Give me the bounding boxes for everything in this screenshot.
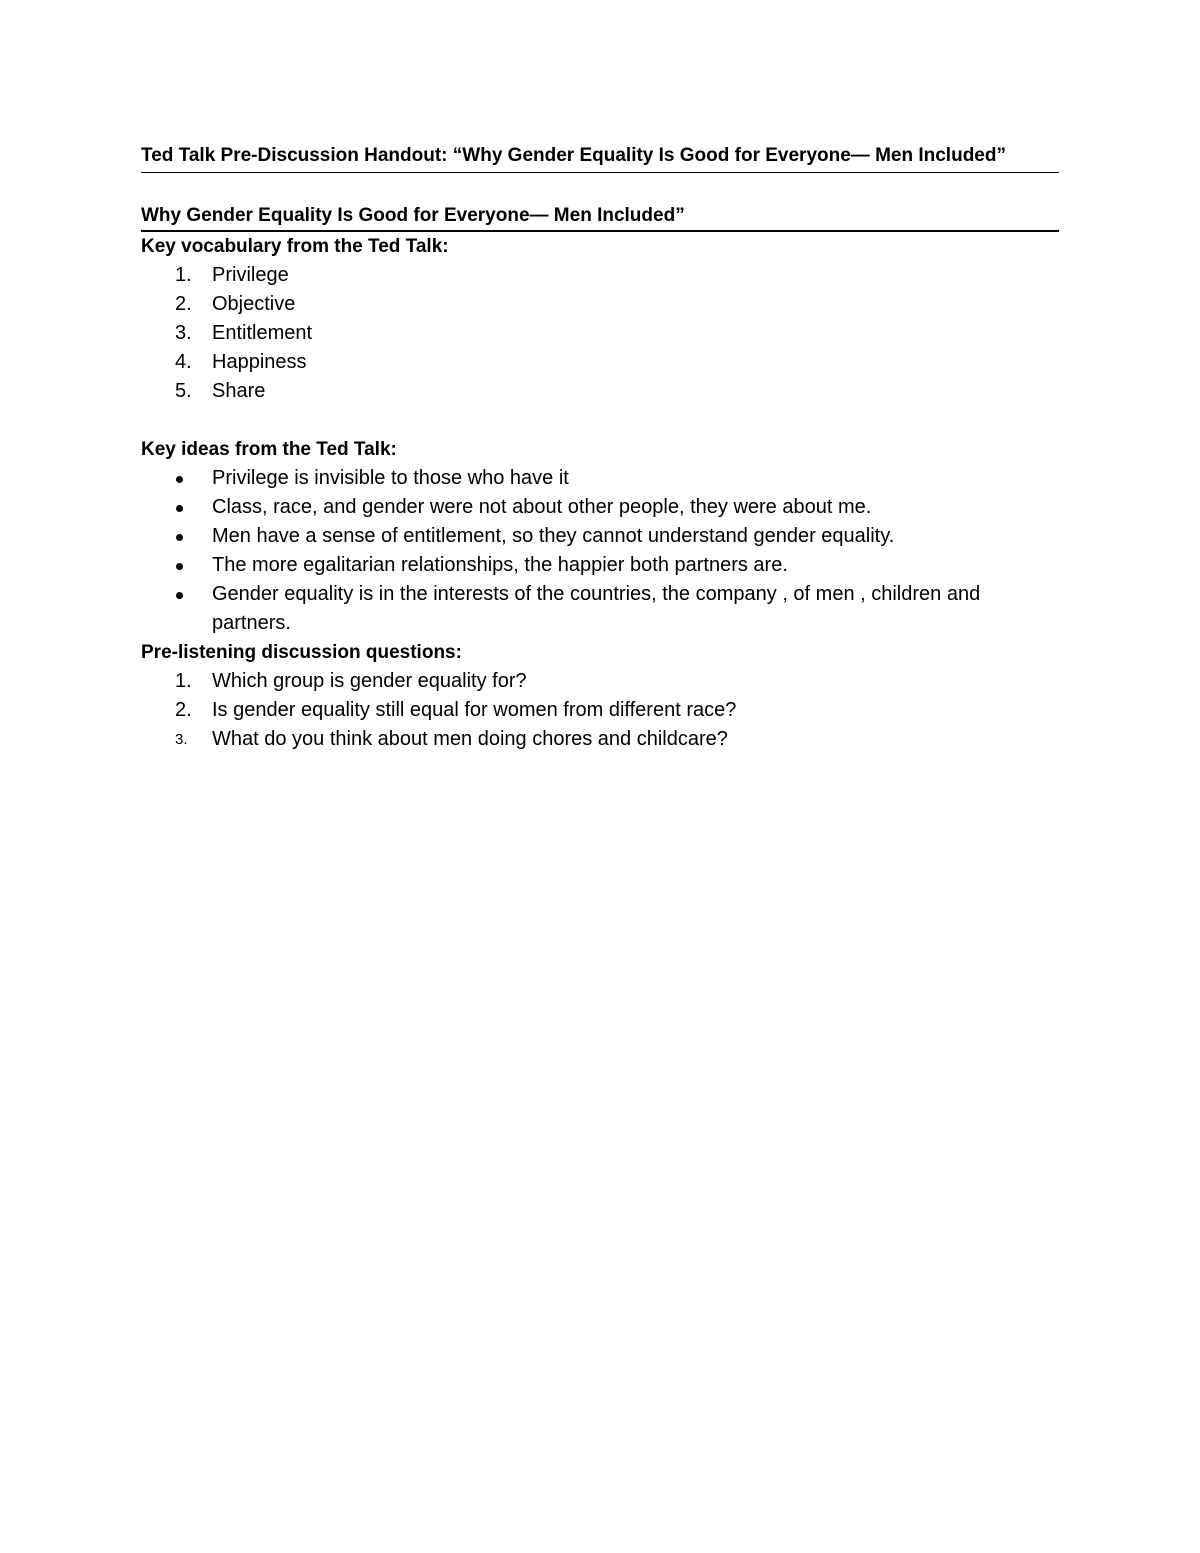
question-text: What do you think about men doing chores and childcare?: [212, 728, 728, 750]
ideas-section: [141, 435, 1059, 638]
questions-heading: Pre-listening discussion questions:: [141, 642, 462, 663]
idea-text: The more egalitarian relationships, the happier both partners are.: [212, 554, 788, 576]
list-item: [141, 580, 1059, 638]
list-item: [141, 319, 1059, 348]
vocabulary-heading: Key vocabulary from the Ted Talk:: [141, 236, 449, 257]
list-item: [141, 725, 1059, 754]
questions-list: [141, 667, 1059, 754]
idea-text: Men have a sense of entitlement, so they cannot understand gender equality.: [212, 525, 895, 547]
bullet-icon: [176, 505, 183, 512]
list-number: 3.: [175, 731, 188, 748]
talk-subtitle: Why Gender Equality Is Good for Everyone— Men Included”: [141, 201, 1059, 232]
vocabulary-term: Privilege: [212, 264, 289, 286]
vocabulary-term: Share: [212, 380, 266, 402]
question-text: Which group is gender equality for?: [212, 670, 527, 692]
vocabulary-list: [141, 261, 1059, 406]
list-number: 1.: [175, 670, 192, 692]
idea-text: Class, race, and gender were not about other people, they were about me.: [212, 496, 872, 518]
list-item: [141, 464, 1059, 493]
ideas-list: [141, 464, 1059, 638]
list-number: 2.: [175, 293, 192, 315]
list-number: 4.: [175, 351, 192, 373]
list-item: [141, 290, 1059, 319]
bullet-icon: [176, 534, 183, 541]
document-content: [141, 141, 1059, 754]
bullet-icon: [176, 563, 183, 570]
questions-section: [141, 638, 1059, 754]
list-number: 2.: [175, 699, 192, 721]
list-item: [141, 667, 1059, 696]
idea-text: Gender equality is in the interests of the countries, the company , of men , children and partners.: [212, 583, 981, 634]
list-item: [141, 348, 1059, 377]
question-text: Is gender equality still equal for women from different race?: [212, 699, 737, 721]
ideas-heading: Key ideas from the Ted Talk:: [141, 439, 397, 460]
bullet-icon: [176, 476, 183, 483]
list-number: 1.: [175, 264, 192, 286]
list-item: [141, 522, 1059, 551]
list-item: [141, 377, 1059, 406]
idea-text: Privilege is invisible to those who have it: [212, 467, 569, 489]
vocabulary-term: Objective: [212, 293, 296, 315]
bullet-icon: [176, 592, 183, 599]
list-item: [141, 551, 1059, 580]
vocabulary-term: Happiness: [212, 351, 307, 373]
list-number: 5.: [175, 380, 192, 402]
list-item: [141, 493, 1059, 522]
document-title: Ted Talk Pre-Discussion Handout: “Why Gender Equality Is Good for Everyone— Men Included”: [141, 141, 1059, 173]
list-item: [141, 696, 1059, 725]
list-number: 3.: [175, 322, 192, 344]
list-item: [141, 261, 1059, 290]
vocabulary-section: [141, 232, 1059, 406]
vocabulary-term: Entitlement: [212, 322, 313, 344]
